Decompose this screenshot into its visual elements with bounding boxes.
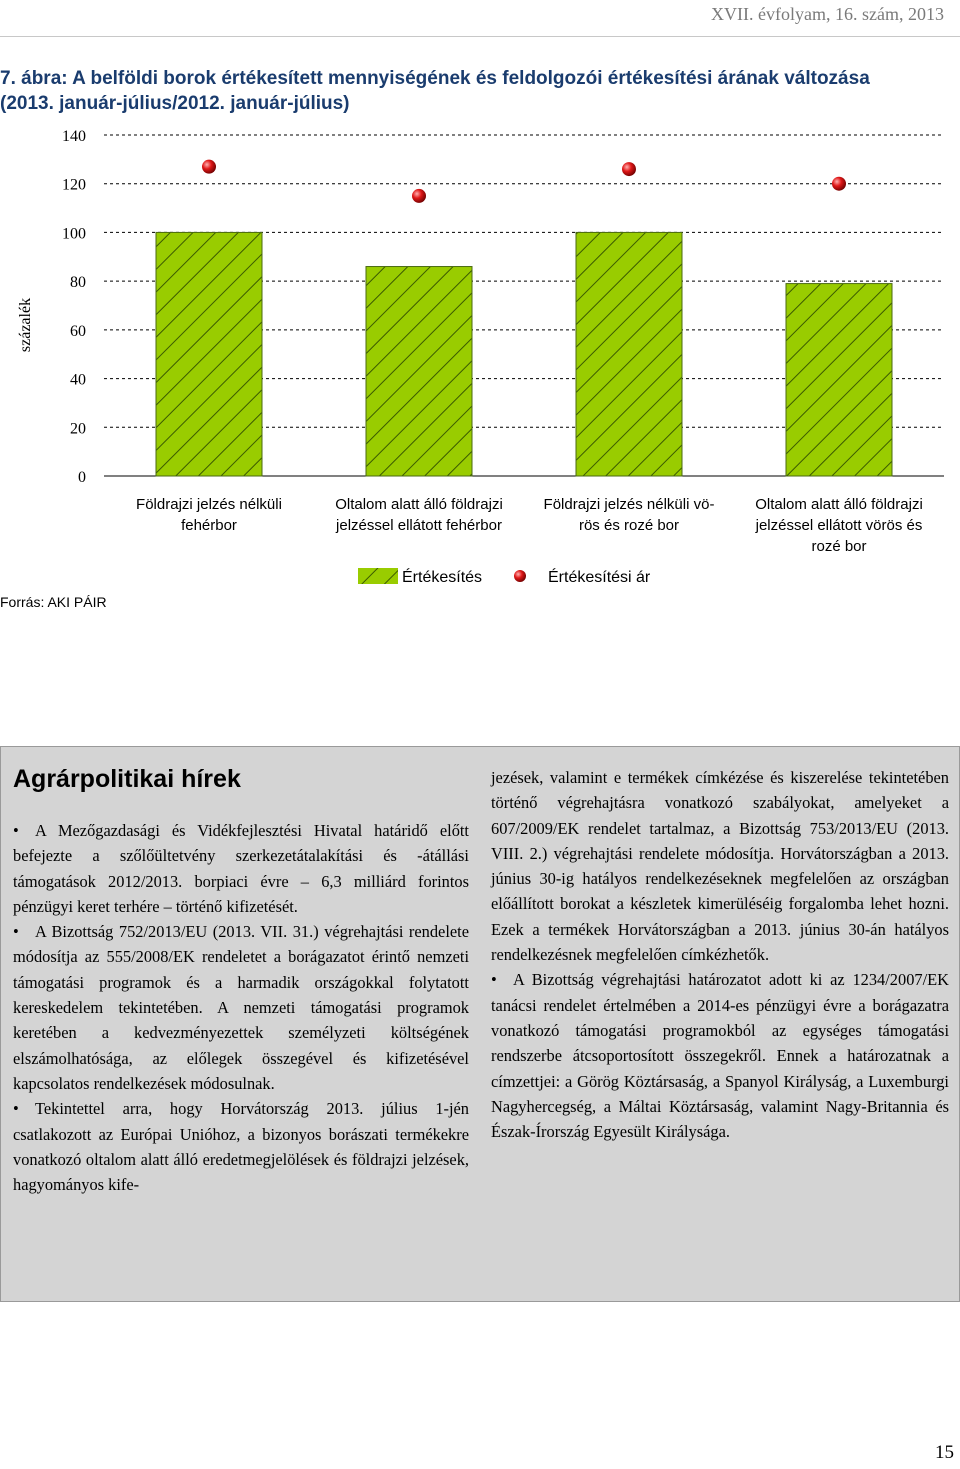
- category-label: Földrajzi jelzés nélküli: [136, 496, 282, 513]
- sales-bar: [786, 284, 892, 476]
- sales-bar: [576, 232, 682, 476]
- sales-bar: [156, 232, 262, 476]
- header-divider: [0, 36, 960, 37]
- news-paragraph: • A Bizottság 752/2013/EU (2013. VII. 31.) végrehajtási rendelete módosítja az 555/2008/EK rendeletet a borágazatot érintő nemzeti támogatási programok és a harmadik országokkal folytatott kereskedelem tekintetében. A nemzeti támogatási programok keretében a kedvezményezettek személyzeti költségének elszámolhatósága, az előlegek összegével és kifizetésével kapcsolatos rendelkezések módosulnak.: [13, 919, 469, 1096]
- y-axis-label: százalék: [17, 297, 34, 353]
- category-label: Oltalom alatt álló földrajzi: [335, 496, 503, 513]
- y-tick-label: 40: [70, 371, 86, 389]
- category-label: rös és rozé bor: [578, 517, 680, 534]
- bars: [156, 232, 892, 476]
- figure-source: Forrás: AKI PÁIR: [0, 594, 107, 610]
- y-tick-label: 120: [62, 176, 86, 194]
- news-paragraph: jezések, valamint e termékek címkézése és kiszerelése tekintetében történő végrehajtásra vonatkozó szabályokat, amelyeket a 607/2009/EK rendelet tartalmaz, a Bizottság 753/2013/EU (2013. VIII. 2.) végrehajtási rendelete módosítja. Horvátországban a 2013. június 30-ig hatályos rendelkezéseknek megfelelően az országban előállított borokat a készletek kimerüléséig forgalomba lehet hozni. Ezek a termékek Horvátországban a 2013. június 30-án hatályos rendelkezésnek megfelelően címkézhetők.: [491, 768, 949, 965]
- figure-subtitle: (2013. január-július/2012. január-július): [0, 93, 350, 114]
- y-tick-label: 20: [70, 420, 86, 438]
- y-tick-label: 0: [78, 469, 86, 486]
- price-marker: [202, 160, 216, 174]
- y-tick-label: 60: [70, 322, 86, 340]
- category-label: rozé bor: [811, 538, 867, 555]
- figure-label: 7. ábra:: [0, 68, 68, 89]
- figure-title: [0, 66, 880, 116]
- y-tick-label: 100: [62, 225, 86, 243]
- price-marker: [832, 177, 846, 191]
- bar-chart: [0, 120, 960, 600]
- category-labels: [136, 496, 923, 555]
- legend-label-sales: Értékesítés: [402, 569, 483, 586]
- category-label: Földrajzi jelzés nélküli vö-: [543, 496, 715, 513]
- price-marker: [622, 162, 636, 176]
- news-right-column: [491, 765, 949, 1144]
- price-markers: [202, 160, 846, 203]
- news-paragraph: • A Mezőgazdasági és Vidékfejlesztési Hivatal határidő előtt befejezte a szőlőültetvény szerkezetátalakítási és -átállási támogatások 2012/2013. borpiaci évre – 6,3 milliárd forintos pénzügyi keret terhére – történő kifizetését.: [13, 818, 469, 919]
- sales-bar: [366, 267, 472, 476]
- y-tick-label: 140: [62, 128, 86, 145]
- y-tick-label: 80: [70, 274, 86, 292]
- category-label: jelzéssel ellátott vörös és: [755, 517, 923, 534]
- news-paragraph: • A Bizottság végrehajtási határozatot adott ki az 1234/2007/EK tanácsi rendelet értelmében a 2014-es pénzügyi évre a borágazatra vonatkozó támogatási programokból az egységes támogatási rendszerbe átcsoportosított összegekről. Ennek a határozatnak a címzettjei: a Görög Köztársaság, a Spanyol Királyság, a Luxemburgi Nagyhercegség, a Máltai Köztársaság, valamint Nagy-Britannia és Észak-Írország Egyesült Királysága.: [491, 967, 949, 1144]
- legend-swatch-sales: [358, 568, 398, 584]
- legend: [358, 567, 651, 586]
- category-label: jelzéssel ellátott fehérbor: [336, 517, 502, 534]
- news-left-column: [13, 818, 469, 1197]
- figure-title-text: A belföldi borok értékesített mennyiségének és feldolgozói értékesítési árának változása: [72, 68, 870, 89]
- category-label: fehérbor: [181, 517, 237, 534]
- category-label: Oltalom alatt álló földrajzi: [755, 496, 923, 513]
- y-tick-labels: [62, 128, 86, 486]
- journal-header: XVII. évfolyam, 16. szám, 2013: [711, 4, 944, 24]
- news-title: Agrárpolitikai hírek: [13, 765, 241, 793]
- price-marker: [412, 189, 426, 203]
- news-paragraph: • Tekintettel arra, hogy Horvátország 2013. július 1-jén csatlakozott az Európai Unióhoz, a bizonyos borászati termékekre vonatkozó oltalom alatt álló eredetmegjelölések és földrajzi jelzések, hagyományos kife-: [13, 1096, 469, 1197]
- legend-label-price: Értékesítési ár: [548, 569, 651, 586]
- legend-swatch-price: [514, 570, 526, 582]
- page-number: 15: [935, 1442, 954, 1463]
- news-box: [0, 746, 960, 1302]
